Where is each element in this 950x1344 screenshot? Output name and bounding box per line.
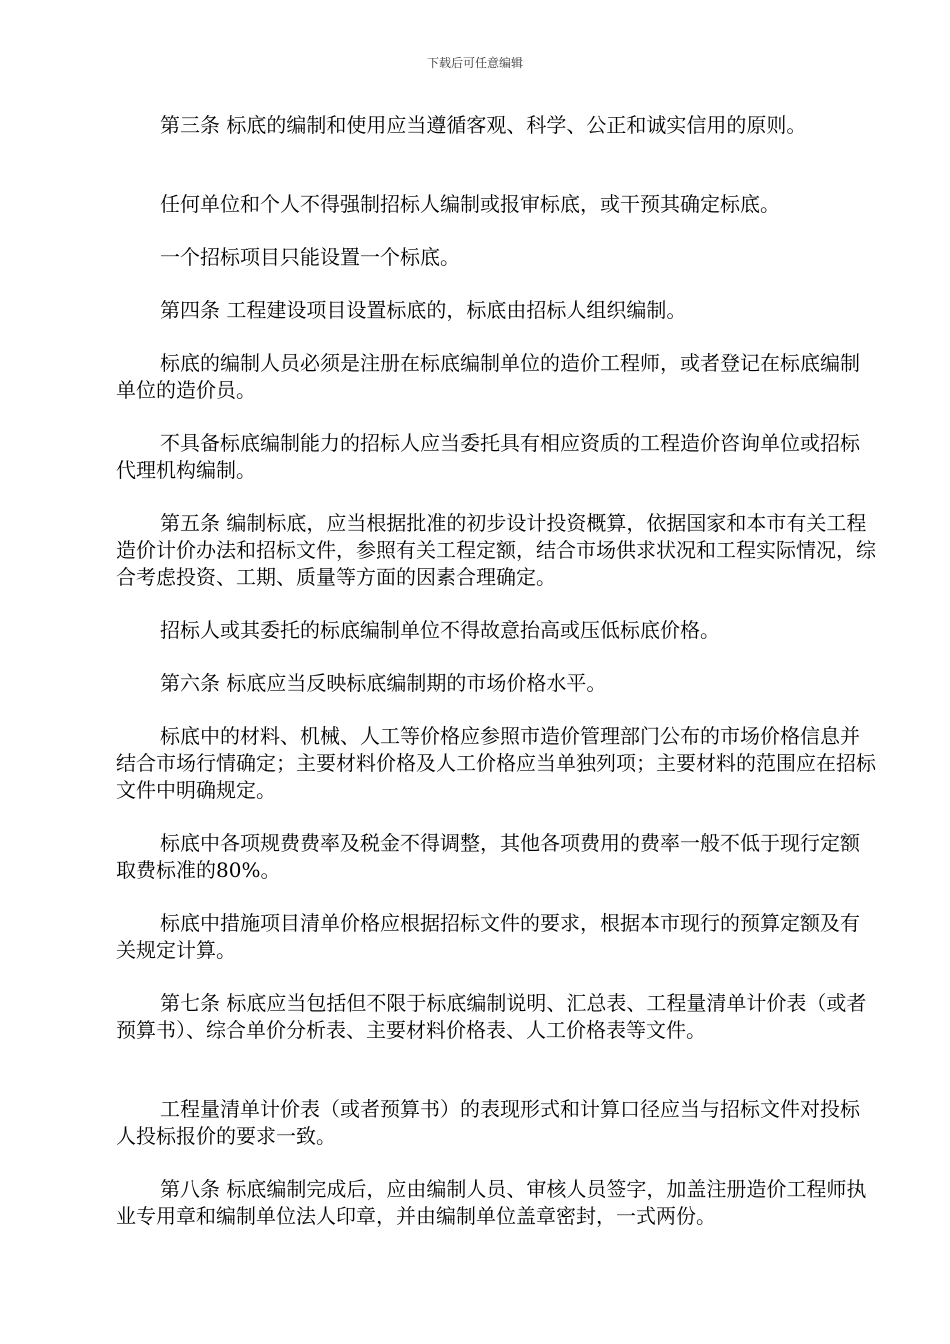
paragraph: 标底中各项规费费率及税金不得调整，其他各项费用的费率一般不低于现行定额取费标准的80%。: [116, 831, 860, 882]
paragraph: 标底中措施项目清单价格应根据招标文件的要求，根据本市现行的预算定额及有关规定计算。: [116, 911, 860, 962]
paragraph: 一个招标项目只能设置一个标底。: [160, 245, 460, 269]
paragraph-article-5: 第五条 编制标底，应当根据批准的初步设计投资概算，依据国家和本市有关工程造价计价办法和招标文件，参照有关工程定额，结合市场供求状况和工程实际情况，综合考虑投资、工期、质量等方面的因素合理确定。: [116, 511, 876, 589]
paragraph-article-3: 第三条 标底的编制和使用应当遵循客观、科学、公正和诚实信用的原则。: [160, 113, 807, 137]
paragraph: 标底的编制人员必须是注册在标底编制单位的造价工程师，或者登记在标底编制单位的造价员。: [116, 351, 860, 402]
page-header-note: 下载后可任意编辑: [426, 56, 523, 70]
paragraph-article-7: 第七条 标底应当包括但不限于标底编制说明、汇总表、工程量清单计价表（或者预算书）、综合单价分析表、主要材料价格表、人工价格表等文件。: [116, 991, 867, 1042]
paragraph: 任何单位和个人不得强制招标人编制或报审标底，或干预其确定标底。: [160, 192, 780, 216]
document-body: [116, 112, 876, 1256]
paragraph: 不具备标底编制能力的招标人应当委托具有相应资质的工程造价咨询单位或招标代理机构编制。: [116, 431, 860, 482]
paragraph: 工程量清单计价表（或者预算书）的表现形式和计算口径应当与招标文件对投标人投标报价的要求一致。: [116, 1097, 860, 1148]
paragraph: 标底中的材料、机械、人工等价格应参照市造价管理部门公布的市场价格信息并结合市场行情确定；主要材料价格及人工价格应当单独列项；主要材料的范围应在招标文件中明确规定。: [116, 724, 876, 802]
paragraph: 招标人或其委托的标底编制单位不得故意抬高或压低标底价格。: [160, 618, 720, 642]
paragraph-article-4: 第四条 工程建设项目设置标底的，标底由招标人组织编制。: [160, 298, 687, 322]
paragraph-article-8: 第八条 标底编制完成后，应由编制人员、审核人员签字，加盖注册造价工程师执业专用章和编制单位法人印章，并由编制单位盖章密封，一式两份。: [116, 1177, 867, 1228]
paragraph-article-6: 第六条 标底应当反映标底编制期的市场价格水平。: [160, 671, 607, 695]
